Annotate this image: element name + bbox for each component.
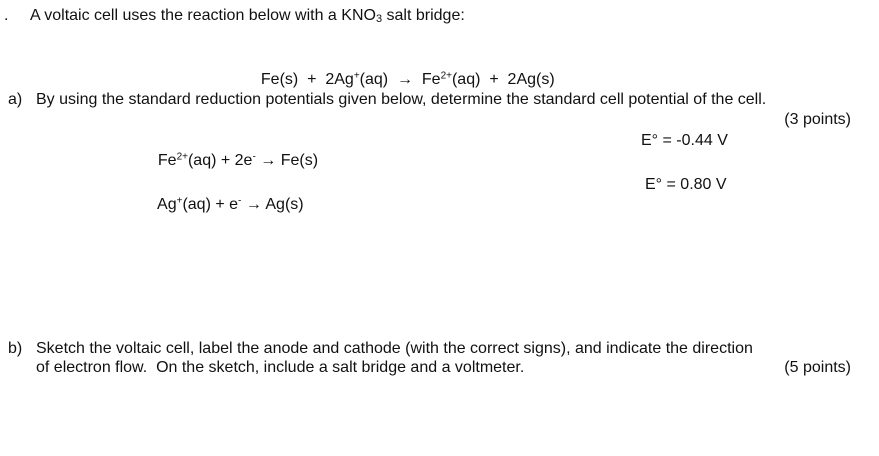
intro-text-after: salt bridge:	[382, 7, 465, 24]
half-reaction-ag	[149, 175, 304, 215]
part-a-question: By using the standard reduction potentials given below, determine the standard cell potential of the cell.	[36, 91, 767, 108]
fe-ion-symbol: Fe	[157, 152, 177, 169]
intro-subscript: 3	[375, 13, 383, 26]
part-b-label: b)	[8, 340, 23, 357]
fe-potential: E° = -0.44 V	[641, 132, 728, 149]
part-a-label: a)	[8, 91, 23, 108]
fe-electrons: (aq) + 2e	[187, 152, 253, 169]
ag-electrons: (aq) + e	[182, 196, 239, 213]
reaction-sup-ag: +	[353, 70, 360, 82]
reaction-part-b: (aq) → Fe	[359, 71, 441, 88]
reaction-part-c: (aq) + 2Ag(s)	[451, 71, 555, 88]
reaction-sup-fe: 2+	[440, 70, 452, 82]
part-a-points: (3 points)	[784, 111, 851, 128]
ag-potential: E° = 0.80 V	[645, 176, 727, 193]
fe-ion-charge: 2+	[176, 151, 188, 163]
question-number-marker: .	[4, 7, 9, 24]
part-b-points: (5 points)	[784, 359, 851, 376]
ag-ion-charge: +	[176, 195, 183, 207]
ag-ion-symbol: Ag	[157, 196, 177, 213]
fe-electron-charge: -	[252, 151, 256, 163]
part-b-question-line2: of electron flow. On the sketch, include a salt bridge and a voltmeter.	[36, 359, 525, 376]
reaction-part-a: Fe(s) + 2Ag	[260, 71, 354, 88]
overall-reaction	[252, 50, 555, 90]
part-b-question-line1: Sketch the voltaic cell, label the anode and cathode (with the correct signs), and indicate the direction	[36, 340, 753, 357]
intro-text-before: A voltaic cell uses the reaction below with a KNO	[30, 7, 376, 24]
half-reaction-fe	[149, 131, 318, 171]
fe-product: → Fe(s)	[255, 152, 319, 169]
ag-product: → Ag(s)	[241, 196, 304, 213]
intro-text	[30, 6, 465, 26]
ag-electron-charge: -	[238, 195, 242, 207]
